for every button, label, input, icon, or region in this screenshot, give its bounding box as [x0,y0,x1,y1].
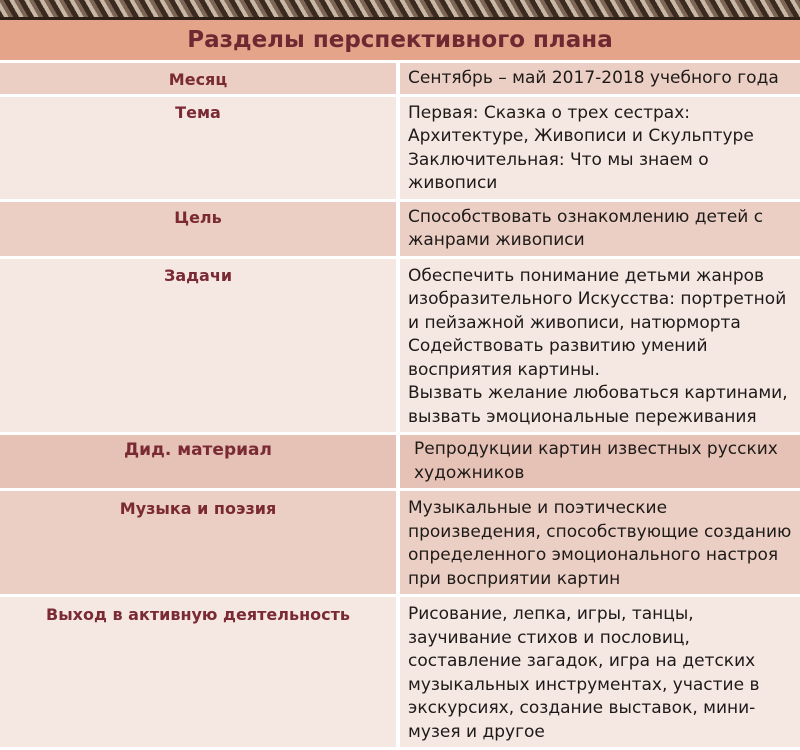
row-value-line: Первая: Сказка о трех сестрах: Архитектуре, Живописи и Скульптуре [408,102,754,146]
row-value-activity [400,597,800,750]
table-title: Разделы перспективного плана [0,20,800,63]
row-value-line: Заключительная: Что мы знаем о живописи [408,149,709,193]
row-value-line: Содействовать развитию умений восприятия картины. [408,336,708,380]
row-value-line: Репродукции картин известных русских художников [414,439,778,483]
row-label-activity: Выход в активную деятельность [0,597,400,750]
row-value-music [400,491,800,597]
row-label-topic: Тема [0,97,400,202]
decorative-frieze [0,0,800,20]
row-label-month: Месяц [0,63,400,97]
row-value-line: Рисование, лепка, игры, танцы, заучивание стихов и пословиц, составление загадок, игра на детских музыкальных инструментах, участие в экскурсиях, создание выставок, мини-музея и другое [408,604,760,742]
table-row-tasks [0,259,800,436]
table-row-topic [0,97,800,202]
table-row-music [0,491,800,597]
table-row-goal [0,202,800,259]
row-label-music: Музыка и поэзия [0,491,400,597]
row-value-month [400,63,800,97]
row-value-materials [400,435,800,491]
table-row-activity [0,597,800,750]
table-row-materials [0,435,800,491]
table-header-row [0,20,800,63]
row-value-line: Музыкальные и поэтические произведения, способствующие созданию определенного эмоционального настроя при восприятии картин [408,498,792,589]
row-label-tasks: Задачи [0,259,400,436]
row-value-line: Способствовать ознакомлению детей с жанрами живописи [408,206,764,250]
row-value-goal [400,202,800,259]
row-value-line: Обеспечить понимание детьми жанров изобразительного Искусства: портретной и пейзажной живописи, натюрморта [408,265,787,333]
row-value-tasks [400,259,800,436]
table-row-month [0,63,800,97]
row-value-topic [400,97,800,202]
plan-table [0,20,800,750]
row-label-materials: Дид. материал [0,435,400,491]
row-label-goal: Цель [0,202,400,259]
row-value-line: Сентябрь – май 2017-2018 учебного года [408,68,779,88]
row-value-line: Вызвать желание любоваться картинами, вызвать эмоциональные переживания [408,383,788,427]
